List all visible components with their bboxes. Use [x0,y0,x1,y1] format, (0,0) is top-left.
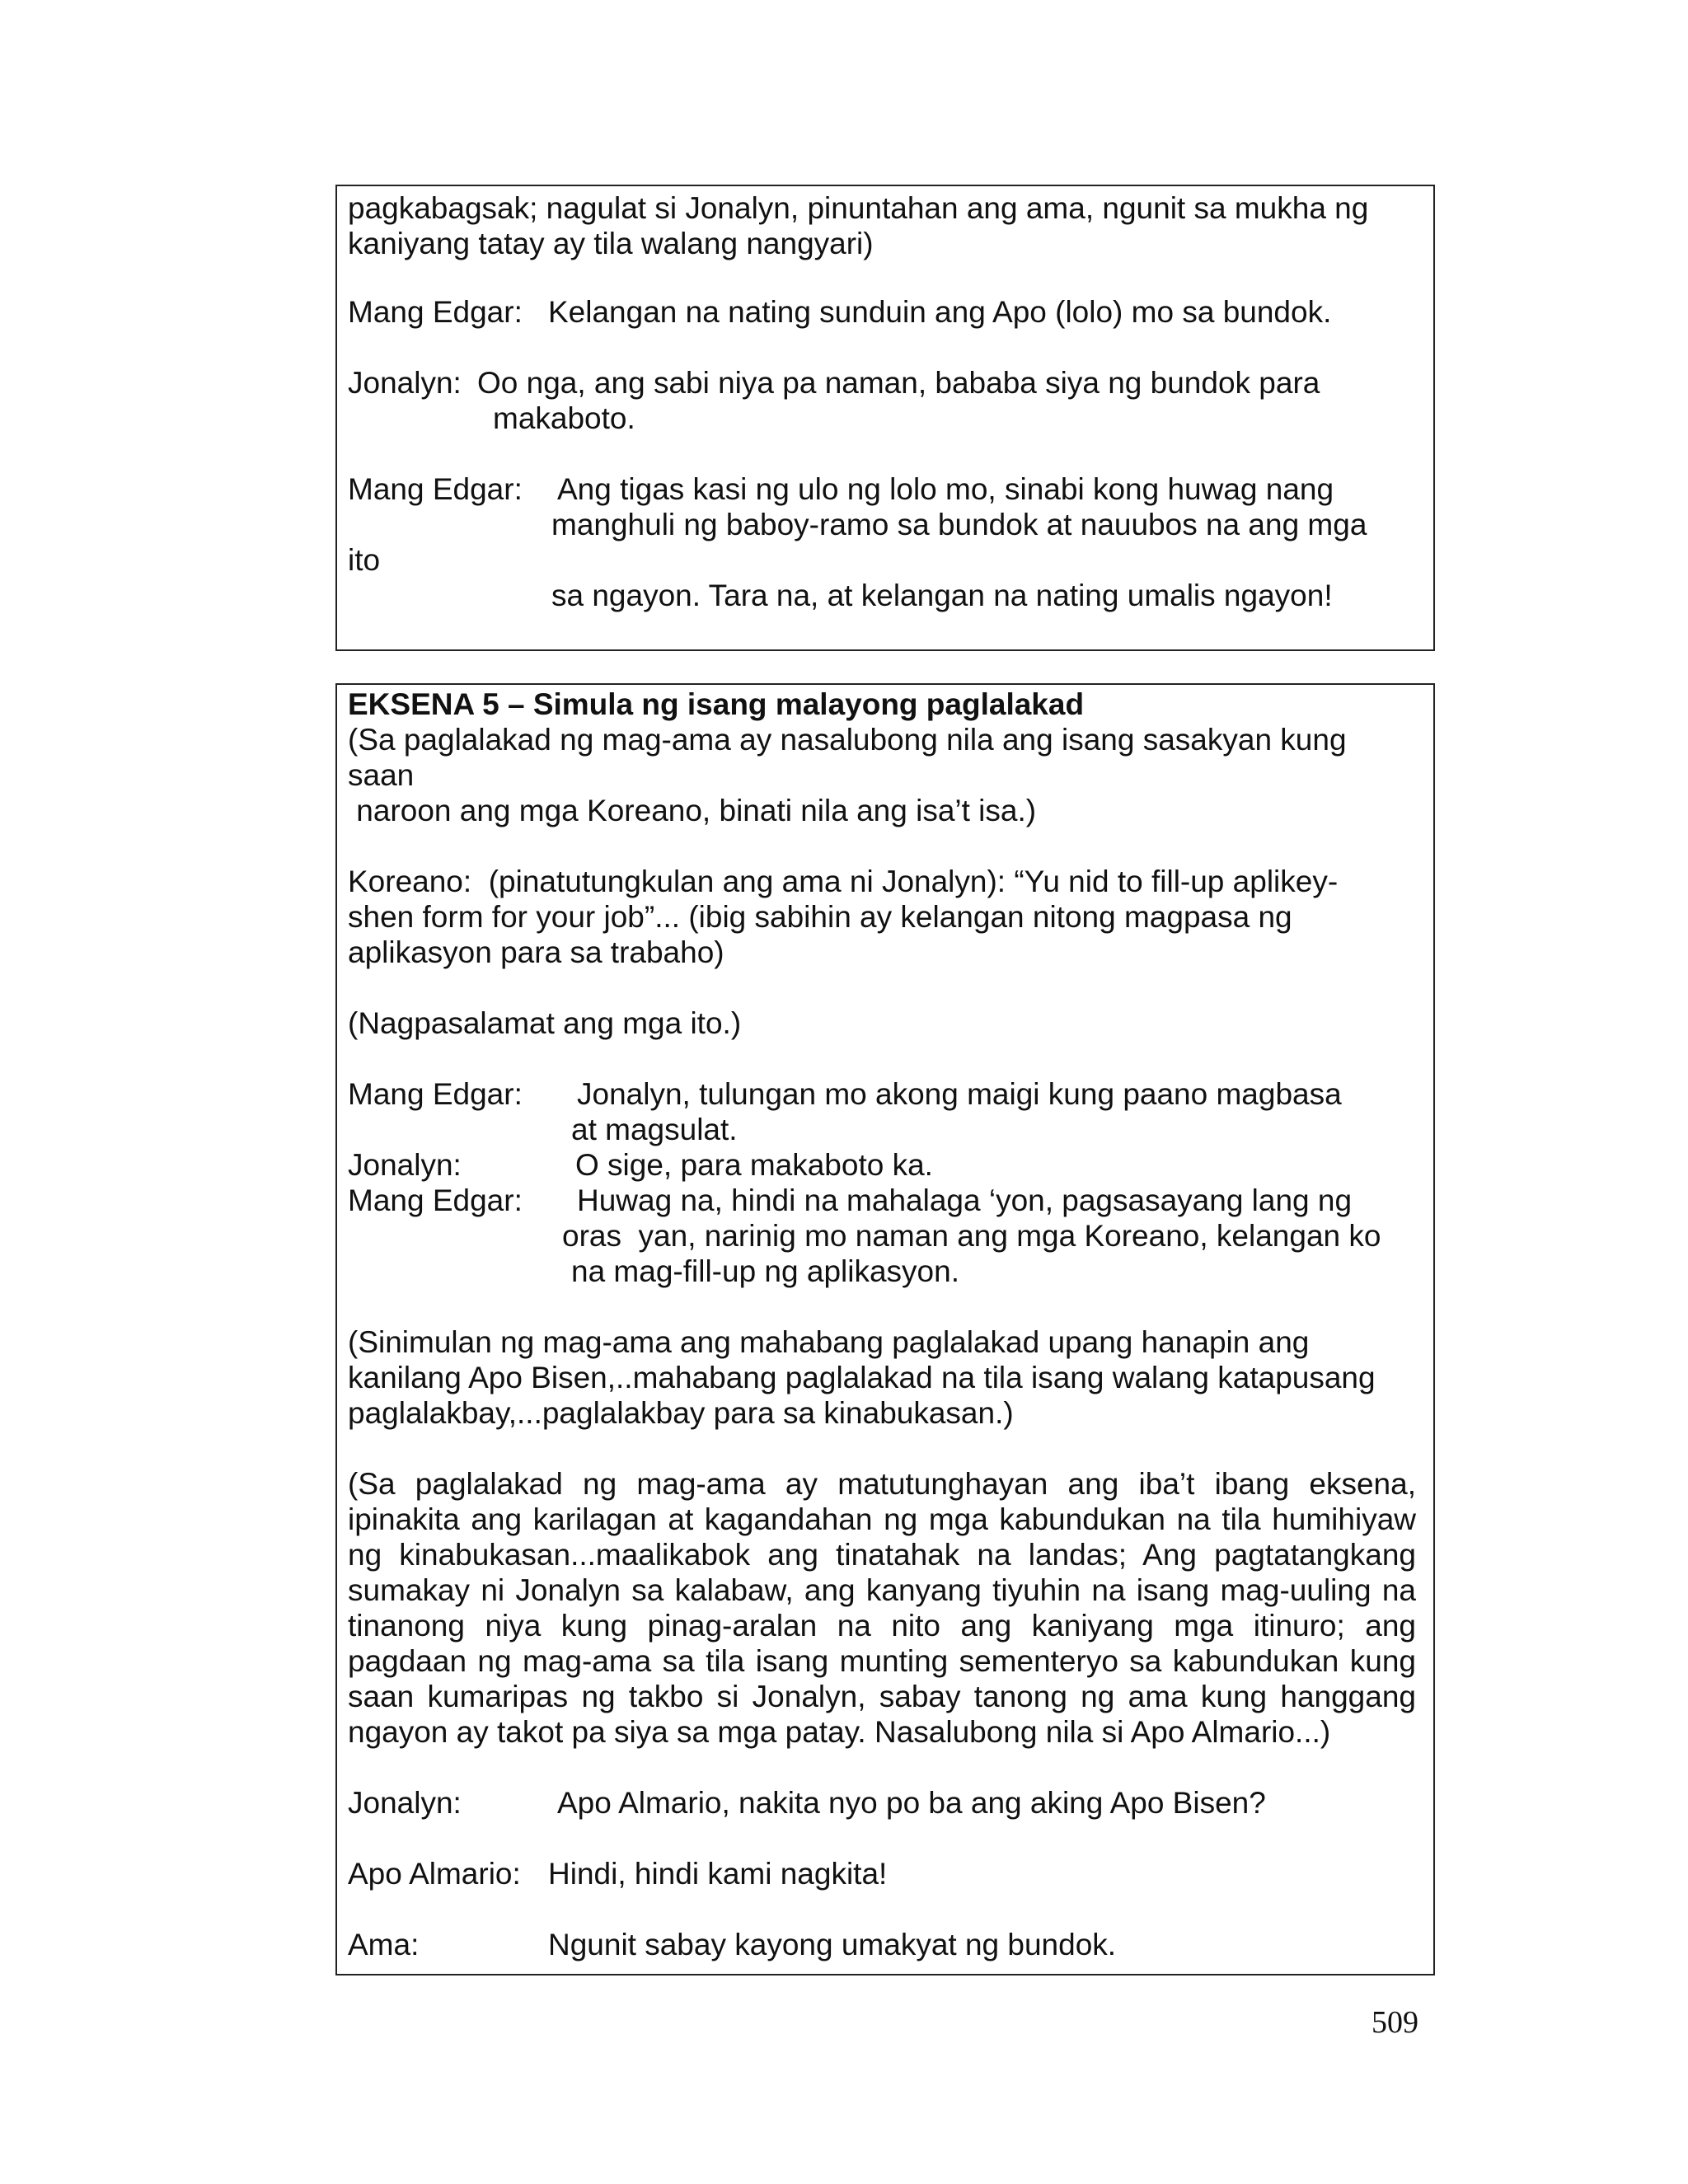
scene-box-5 [335,683,1435,1975]
text-line: aplikasyon para sa trabaho) [348,935,724,969]
dialogue-line: Jonalyn, tulungan mo akong maigi kung paano magbasa [577,1077,1342,1111]
text-line: saan kumaripas ng takbo si Jonalyn, sabay tanong ng ama kung hanggang [348,1680,1416,1713]
dialogue-line: Hindi, hindi kami nagkita! [548,1857,888,1891]
text-line: pagdaan ng mag-ama sa tila isang munting sementeryo sa kabundukan kung [348,1644,1416,1678]
text-line: pagkabagsak; nagulat si Jonalyn, pinuntahan ang ama, ngunit sa mukha ng [348,191,1369,225]
dialogue-line: na mag-fill-up ng aplikasyon. [571,1254,959,1288]
dialogue-line: oras yan, narinig mo naman ang mga Koreano, kelangan ko [562,1219,1381,1253]
dialogue-line: ito [348,543,381,577]
dialogue-line: at magsulat. [571,1113,738,1146]
dialogue-line: Ang tigas kasi ng ulo ng lolo mo, sinabi kong huwag nang [557,472,1334,506]
speaker-label: Jonalyn: [348,1786,462,1820]
dialogue-line: Apo Almario, nakita nyo po ba ang aking Apo Bisen? [557,1786,1266,1820]
dialogue-box-1 [335,185,1435,651]
text-line: ngayon ay takot pa siya sa mga patay. Nasalubong nila si Apo Almario...) [348,1715,1331,1749]
text-line: saan [348,758,415,792]
dialogue-line: Ngunit sabay kayong umakyat ng bundok. [548,1928,1117,1961]
text-line: sumakay ni Jonalyn sa kalabaw, ang kanyang tiyuhin na isang mag-uuling na [348,1573,1416,1607]
text-line: kanilang Apo Bisen,..mahabang paglalakad na tila isang walang katapusang [348,1361,1376,1394]
dialogue-line: Huwag na, hindi na mahalaga ‘yon, pagsasayang lang ng [577,1183,1353,1217]
text-line: paglalakbay,...paglalakbay para sa kinabukasan.) [348,1396,1014,1430]
text-line: naroon ang mga Koreano, binati nila ang isa’t isa.) [348,794,1037,827]
text-line: (Sa paglalakad ng mag-ama ay matutunghayan ang iba’t ibang eksena, [348,1467,1416,1501]
dialogue-line: Oo nga, ang sabi niya pa naman, bababa siya ng bundok para [477,366,1320,400]
text-line: shen form for your job”... (ibig sabihin ay kelangan nitong magpasa ng [348,900,1292,934]
dialogue-line: O sige, para makaboto ka. [575,1148,933,1182]
speaker-label: Ama: [348,1928,420,1961]
speaker-label: Jonalyn: [348,1148,462,1182]
speaker-label: Apo Almario: [348,1857,521,1891]
dialogue-line: manghuli ng baboy-ramo sa bundok at nauubos na ang mga [551,508,1367,541]
text-line: ipinakita ang karilagan at kagandahan ng mga kabundukan na tila humihiyaw [348,1502,1416,1536]
scene-heading: EKSENA 5 – Simula ng isang malayong paglalakad [348,687,1085,721]
text-line: tinanong niya kung pinag-aralan na nito ang kaniyang mga itinuro; ang [348,1609,1416,1643]
text-line: ng kinabukasan...maalikabok ang tinatahak na landas; Ang pagtatangkang [348,1538,1416,1572]
text-line: (Nagpasalamat ang mga ito.) [348,1006,742,1040]
speaker-label: Mang Edgar: [348,472,523,506]
page-number: 509 [1372,2005,1418,2040]
text-line: Koreano: (pinatutungkulan ang ama ni Jonalyn): “Yu nid to fill-up aplikey- [348,865,1339,898]
speaker-label: Mang Edgar: [348,1077,523,1111]
dialogue-line: makaboto. [493,401,635,435]
dialogue-line: Kelangan na nating sunduin ang Apo (lolo) mo sa bundok. [548,295,1332,329]
speaker-label: Mang Edgar: [348,1183,523,1217]
text-line: (Sa paglalakad ng mag-ama ay nasalubong nila ang isang sasakyan kung [348,723,1347,757]
text-line: kaniyang tatay ay tila walang nangyari) [348,227,874,260]
speaker-label: Mang Edgar: [348,295,523,329]
dialogue-line: sa ngayon. Tara na, at kelangan na nating umalis ngayon! [551,579,1333,612]
speaker-label: Jonalyn: [348,366,462,400]
text-line: (Sinimulan ng mag-ama ang mahabang paglalakad upang hanapin ang [348,1325,1310,1359]
